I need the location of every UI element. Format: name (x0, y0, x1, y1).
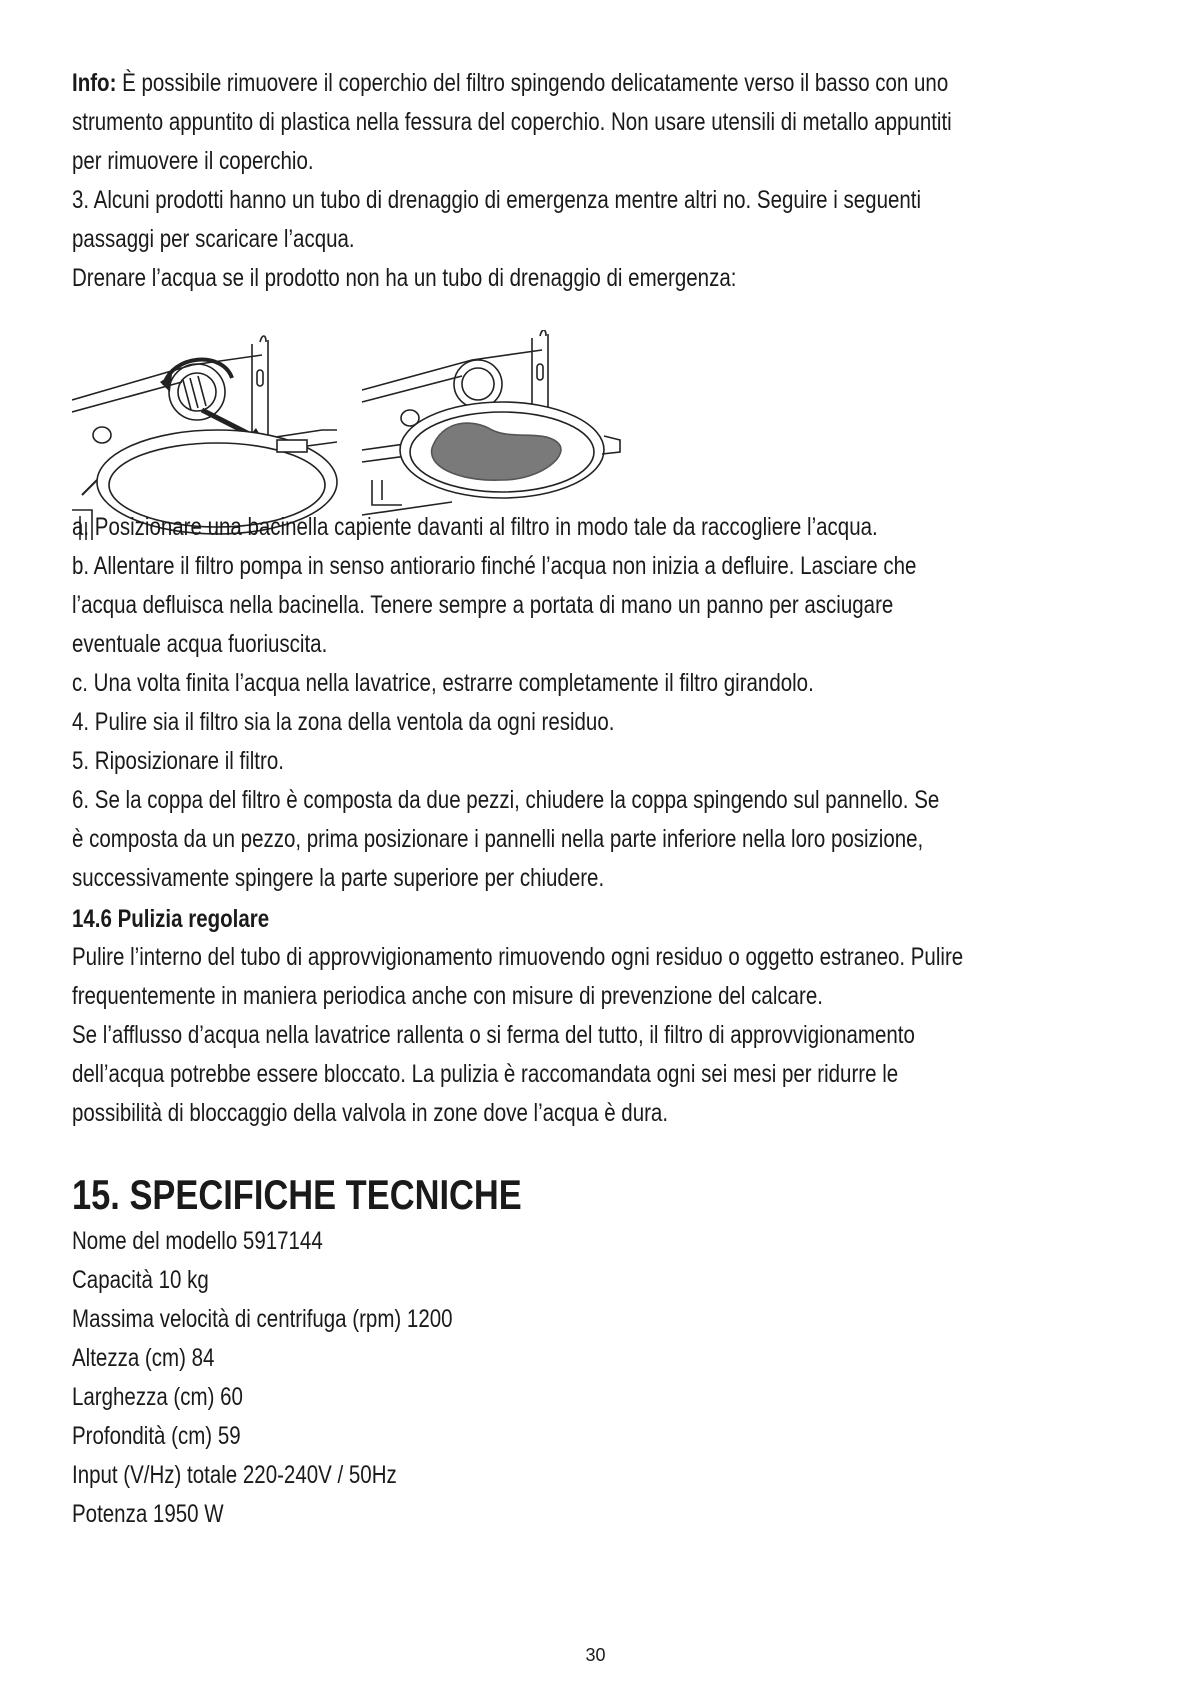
step-4: 4. Pulire sia il filtro sia la zona della ventola da ogni residuo. (72, 708, 615, 736)
step-3-line-1: 3. Alcuni prodotti hanno un tubo di drenaggio di emergenza mentre altri no. Seguire i seguenti (72, 186, 922, 214)
step-6-line-2: è composta da un pezzo, prima posizionare i pannelli nella parte inferiore nella loro posizione, (72, 825, 924, 853)
step-c: c. Una volta finita l’acqua nella lavatrice, estrarre completamente il filtro girandolo. (72, 669, 814, 697)
spec-model: Nome del modello 5917144 (72, 1227, 323, 1255)
step-b-line-1: b. Allentare il filtro pompa in senso antiorario finché l’acqua non inizia a defluire. Lasciare che (72, 552, 917, 580)
spec-input: Input (V/Hz) totale 220-240V / 50Hz (72, 1461, 397, 1489)
cleaning-section (72, 900, 1132, 1133)
specs-list (72, 1222, 1132, 1534)
step-a: a. Posizionare una bacinella capiente davanti al filtro in modo tale da raccogliere l’acqua. (72, 513, 878, 541)
page-number: 30 (585, 1645, 606, 1665)
cleaning-line-2: frequentemente in maniera periodica anche con misure di prevenzione del calcare. (72, 982, 823, 1010)
info-line-2: strumento appuntito di plastica nella fessura del coperchio. Non usare utensili di metallo appuntiti (72, 108, 952, 136)
cleaning-line-3: Se l’afflusso d’acqua nella lavatrice rallenta o si ferma del tutto, il filtro di approvvigionamento (72, 1021, 915, 1049)
info-line-3: per rimuovere il coperchio. (72, 147, 314, 175)
cleaning-line-1: Pulire l’interno del tubo di approvvigionamento rimuovendo ogni residuo o oggetto estraneo. Pulire (72, 943, 964, 971)
info-line-1 (72, 64, 949, 103)
intro-section (72, 64, 1132, 298)
step-5: 5. Riposizionare il filtro. (72, 747, 284, 775)
illustration-right-panel (362, 330, 620, 515)
specs-heading: 15. SPECIFICHE TECNICHE (72, 1171, 522, 1218)
info-text: È possibile rimuovere il coperchio del filtro spingendo delicatamente verso il basso con uno (116, 69, 949, 97)
cleaning-line-4: dell’acqua potrebbe essere bloccato. La pulizia è raccomandata ogni sei mesi per ridurre le (72, 1060, 899, 1088)
step-6-line-1: 6. Se la coppa del filtro è composta da due pezzi, chiudere la coppa spingendo sul pannello. Se (72, 786, 940, 814)
spec-width: Larghezza (cm) 60 (72, 1383, 243, 1411)
cleaning-line-5: possibilità di bloccaggio della valvola in zone dove l’acqua è dura. (72, 1099, 669, 1127)
spec-height: Altezza (cm) 84 (72, 1344, 215, 1372)
step-6-line-3: successivamente spingere la parte superiore per chiudere. (72, 864, 605, 892)
info-label: Info: (72, 69, 117, 97)
step-3-line-2: passaggi per scaricare l’acqua. (72, 225, 355, 253)
specs-section (72, 1168, 1132, 1534)
spec-spin-speed: Massima velocità di centrifuga (rpm) 1200 (72, 1305, 453, 1333)
step-b-line-2: l’acqua defluisca nella bacinella. Tenere sempre a portata di mano un panno per asciugare (72, 591, 894, 619)
spec-depth: Profondità (cm) 59 (72, 1422, 241, 1450)
steps-section (72, 508, 1132, 898)
step-b-line-3: eventuale acqua fuoriuscita. (72, 630, 328, 658)
spec-power: Potenza 1950 W (72, 1500, 224, 1528)
drain-instruction: Drenare l’acqua se il prodotto non ha un tubo di drenaggio di emergenza: (72, 264, 737, 292)
cleaning-heading: 14.6 Pulizia regolare (72, 905, 270, 933)
spec-capacity: Capacità 10 kg (72, 1266, 209, 1294)
